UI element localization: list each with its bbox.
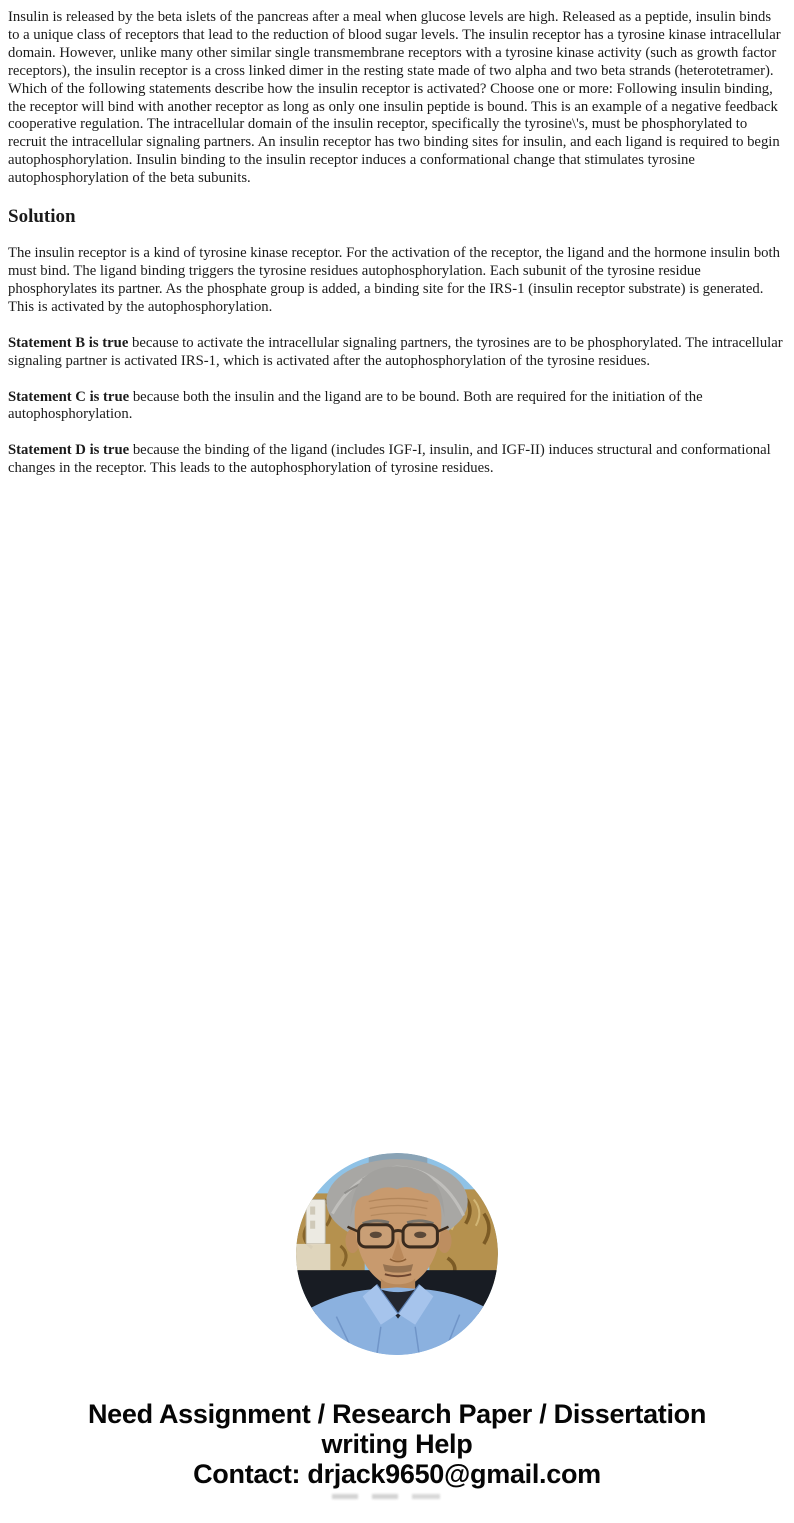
statement-d-text: because the binding of the ligand (includes IGF-I, insulin, and IGF-II) induces structural and conformational changes in the receptor. This leads to the autophosphorylation of tyrosine residues. [8,442,771,477]
statement-b-label: Statement B is true [8,334,129,351]
footer-help-line1: Need Assignment / Research Paper / Dissertation [87,1399,707,1429]
statement-c-paragraph [8,389,786,425]
statement-c-label: Statement C is true [8,388,130,405]
tutor-avatar [296,1153,498,1355]
footer-contact-line: Contact: drjack9650@gmail.com [193,1459,601,1489]
solution-intro-paragraph: The insulin receptor is a kind of tyrosine kinase receptor. For the activation of the receptor, the ligand and the hormone insulin both must bind. The ligand binding triggers the tyrosine residues autophosphorylation. Each subunit of the tyrosine residue phosphorylates its partner. As the phosphate group is added, a binding site for the IRS-1 (insulin receptor substrate) is generated. This is activated by the autophosphorylation. [8,245,780,315]
watermark-smudge [332,1494,464,1499]
footer-banner [0,1399,794,1489]
question-paragraph: Insulin is released by the beta islets of the pancreas after a meal when glucose levels are high. Released as a peptide, insulin binds to a unique class of receptors that lead to the reduction of blood sugar levels. The insulin receptor has a tyrosine kinase intracellular domain. However, unlike many other similar single transmembrane receptors with a tyrosine kinase activity (such as growth factor receptors), the insulin receptor is a cross linked dimer in the resting state made of two alpha and two beta strands (heterotetramer). Which of the following statements describe how the insulin receptor is activated? Choose one or more: Following insulin binding, the receptor will bind with another receptor as long as only one insulin peptide is bound. This is an example of a negative feedback cooperative regulation. The intracellular domain of the insulin receptor, specifically the tyrosine\'s, must be phosphorylated to recruit the intracellular signaling partners. An insulin receptor has two binding sites for insulin, and each ligand is required to begin autophosphorylation. Insulin binding to the insulin receptor induces a conformational change that stimulates tyrosine autophosphorylation of the beta subunits. [8,9,781,187]
solution-document [0,0,794,478]
statement-c-text: because both the insulin and the ligand are to be bound. Both are required for the initiation of the autophosphorylation. [8,388,703,423]
statement-d-paragraph [8,442,786,478]
tutor-portrait-illustration [296,1153,498,1355]
solution-heading: Solution [8,206,76,228]
statement-d-label: Statement D is true [8,442,130,459]
statement-b-text: because to activate the intracellular signaling partners, the tyrosines are to be phosphorylated. The intracellular signaling partner is activated IRS-1, which is activated after the autophosphorylation of the tyrosine residues. [8,334,783,369]
footer-help-line2: writing Help [321,1429,473,1459]
statement-b-paragraph [8,335,786,371]
